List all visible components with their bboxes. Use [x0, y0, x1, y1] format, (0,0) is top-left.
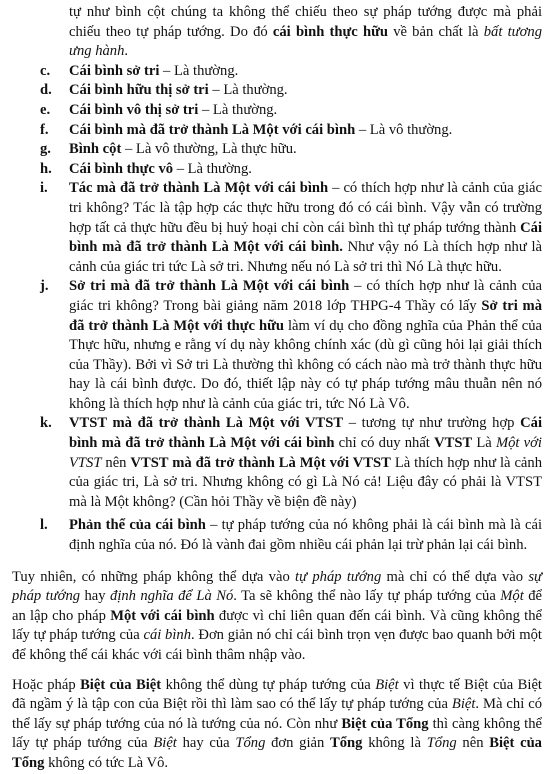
italic-term: bất tương ưng hành — [69, 23, 542, 60]
bold-term: Một với cái bình — [110, 607, 215, 624]
text: không có tức Là Vô. — [44, 754, 169, 771]
text: – tự pháp tướng của nó không phải là cái bình mà là cái định nghĩa của nó. Đó là vành đai gồm nhiều cái phản lại trừ phản lại cái bình. — [69, 517, 542, 554]
bold-term: Sở tri mà đã trở thành Là Một với thực hữu — [69, 297, 542, 334]
text: – có thích hợp như là cảnh của giác tri không? Tác là tập hợp các thực hữu trong đó có cái bình. Vậy vẫn có trường hợp tất cả thực hữu đều bị huỷ hoại chỉ còn cái bình thì tự pháp tướng thành — [69, 180, 542, 236]
text: Là — [472, 435, 496, 452]
item-marker: i. — [40, 180, 48, 197]
text: – Là thường. — [173, 160, 252, 177]
text: Hoặc pháp — [12, 676, 81, 693]
text: không thể dùng tự pháp tướng của — [161, 676, 376, 693]
item-marker: l. — [40, 517, 48, 534]
text: nên — [456, 735, 490, 752]
text: . Ta sẽ không thể nào lấy tự pháp tướng của — [233, 588, 501, 605]
bold-term: Cái bình vô thị sở tri — [69, 101, 199, 118]
text: – tương tự như trường hợp — [343, 415, 521, 432]
text: đơn giản — [265, 735, 331, 752]
italic-term: Biệt — [375, 676, 399, 693]
list-item-c — [12, 62, 542, 82]
item-marker: j. — [40, 278, 49, 295]
text: tự như bình cột chúng ta không thể chiếu theo sự pháp tướng được mà phải chiếu theo tự pháp tướng. Do đó — [69, 4, 542, 40]
list-item-j — [12, 277, 542, 414]
paragraph-1 — [12, 568, 542, 666]
italic-term: định nghĩa để Là Nó — [110, 588, 234, 605]
text: Là thích hợp như là cảnh của giác tri, Là sở tri. Nhưng không có gì Là Nó cả! Liệu đây có phải là VTST mà là Một không? (Cần hỏi Thầy về biện đề này) — [69, 454, 543, 510]
text: – Là vô thường, Là thực hữu. — [121, 141, 297, 158]
text: để an lập cho pháp — [12, 588, 542, 624]
bold-term: Cái bình thực vô — [69, 160, 174, 177]
italic-term: Biệt — [451, 696, 476, 713]
text: Tuy nhiên, có những pháp không thể dựa vào — [12, 568, 296, 585]
italic-term: Một — [500, 588, 524, 605]
text: làm ví dụ cho đồng nghĩa của Phản thể của Thực hữu, nhưng e rằng ví dụ này không chính xác (dù gì cũng hỏi lại giải thích của Thầy). Bởi vì Sở tri Là thường thì không có cách nào mà trở thành thực hữu hay là cái bình được. Do đó, thiết lập này có tự pháp tướng mâu thuẫn nên nó không là thích hợp như là cảnh của giác tri, tức Nó Là Vô. — [69, 317, 542, 412]
bold-term: Phản thể của cái bình — [69, 517, 206, 534]
bold-term: Biệt của Tổng — [12, 735, 542, 771]
bold-term: VTST — [434, 435, 473, 452]
bold-term: Tác mà đã trở thành Là Một với cái bình — [69, 180, 329, 197]
text: hay của — [176, 735, 236, 752]
list-item-i — [12, 179, 542, 277]
italic-term: cái bình — [143, 627, 191, 644]
intro-continuation — [69, 3, 542, 62]
bold-term: Cái bình mà đã trở thành Là Một với cái bình — [69, 121, 356, 138]
text: – Là thường. — [159, 62, 239, 79]
text: – Là thường. — [208, 82, 288, 99]
list-item-f — [12, 121, 542, 141]
italic-term: tự pháp tướng — [295, 568, 382, 585]
bold-term: Tổng — [330, 735, 363, 752]
bold-term: Cái bình mà đã trở thành Là Một với cái bình. — [69, 219, 542, 256]
item-list — [12, 62, 542, 556]
text: . — [124, 43, 129, 60]
text: – Là thường. — [198, 101, 278, 118]
text: . Đơn giản nó chỉ cái bình trọn vẹn được bao quanh bởi một để không thể cái khác với cái bình thâm nhập vào. — [12, 627, 542, 663]
list-item-e — [12, 101, 542, 121]
item-marker: d. — [40, 82, 52, 99]
italic-term: Tổng — [235, 735, 266, 752]
text: . Mà chỉ có thể lấy sự pháp tướng của nó là tướng của nó. Còn như — [12, 696, 542, 732]
list-item-d — [12, 81, 542, 101]
list-item-g — [12, 140, 542, 160]
text: mà chỉ có thể dựa vào — [381, 568, 529, 585]
italic-term: sự pháp tướng — [12, 568, 542, 605]
text: vì thực tế Biệt của Biệt đã ngầm ý là tập con của Biệt rồi thì làm sao có thể lấy tự pháp tướng của — [12, 676, 542, 713]
text: – Là vô thường. — [355, 121, 453, 138]
text: nên — [101, 454, 131, 471]
bold-term: cái bình thực hữu — [272, 23, 388, 40]
text: Như vậy nó Là thích hợp như là cảnh của giác tri tức Là sở tri. Nhưng nếu nó Là sở tri thì Nó Là thực hữu. — [69, 239, 542, 275]
item-marker: g. — [40, 141, 51, 158]
italic-term: Biệt — [153, 735, 177, 752]
bold-term: Cái bình hữu thị sở tri — [69, 82, 209, 99]
italic-term: Một với VTST — [69, 435, 542, 471]
list-item-l — [12, 516, 542, 555]
text: được vì chỉ liên quan đến cái bình. Và cũng không thể lấy tự pháp tướng của — [12, 607, 542, 644]
bold-term: Cái bình mà đã trở thành Là Một với cái bình — [69, 415, 543, 452]
bold-term: Cái bình sở tri — [69, 62, 160, 79]
text: chỉ có duy nhất — [334, 435, 435, 452]
item-marker: e. — [40, 101, 51, 118]
bold-term: VTST mà đã trở thành Là Một với VTST — [69, 415, 344, 432]
text: – có thích hợp như là cảnh của giác tri không? Trong bài giảng năm 2018 lớp THPG-4 Thầy có lấy — [69, 278, 542, 314]
item-marker: k. — [40, 415, 52, 432]
item-marker: c. — [40, 62, 51, 79]
list-item-k — [12, 414, 542, 512]
text: về bản chất là — [387, 23, 484, 40]
text: hay — [80, 588, 111, 605]
text: thì càng không thể lấy tự pháp tướng của — [12, 715, 542, 752]
list-item-h — [12, 160, 542, 180]
bold-term: Biệt của Tổng — [341, 715, 429, 732]
paragraph-2 — [12, 676, 542, 774]
bold-term: VTST mà đã trở thành Là Một với VTST — [130, 454, 391, 471]
item-marker: f. — [40, 121, 49, 138]
bold-term: Biệt của Biệt — [80, 676, 162, 693]
bold-term: Sở tri mà đã trở thành Là Một với cái bình — [69, 278, 350, 295]
italic-term: Tổng — [426, 735, 457, 752]
bold-term: Bình cột — [69, 141, 122, 158]
text: không là — [362, 735, 427, 752]
item-marker: h. — [40, 160, 52, 177]
